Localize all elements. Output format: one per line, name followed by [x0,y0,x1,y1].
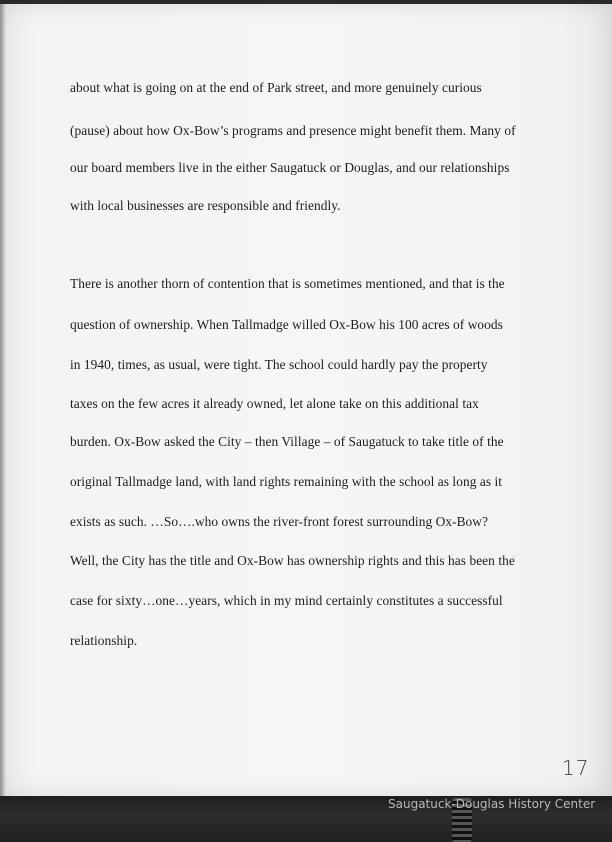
text-line: There is another thorn of contention that is sometimes mentioned, and that is the [70,276,505,291]
document-page [0,4,612,796]
text-line: exists as such. …So….who owns the river-front forest surrounding Ox-Bow? [70,514,489,529]
text-line: Well, the City has the title and Ox-Bow has ownership rights and this has been the [70,553,515,568]
text-line: about what is going on at the end of Park street, and more genuinely curious [70,80,482,95]
page-edge-shadow [0,4,6,796]
text-line: in 1940, times, as usual, were tight. The school could hardly pay the property [70,357,488,372]
text-line: relationship. [70,633,138,648]
text-line: burden. Ox-Bow asked the City – then Village – of Saugatuck to take title of the [70,434,504,449]
text-line: case for sixty…one…years, which in my mind certainly constitutes a successful [70,593,503,608]
page-number: 17 [562,756,590,780]
text-line: question of ownership. When Tallmadge willed Ox-Bow his 100 acres of woods [70,317,503,332]
text-line: with local businesses are responsible and friendly. [70,198,341,213]
text-line: our board members live in the either Saugatuck or Douglas, and our relationships [70,160,510,175]
watermark-text: Saugatuck-Douglas History Center [388,797,596,811]
text-line: (pause) about how Ox-Bow’s programs and presence might benefit them. Many of [70,123,516,138]
text-line: original Tallmadge land, with land rights remaining with the school as long as it [70,474,503,489]
text-line: taxes on the few acres it already owned, let alone take on this additional tax [70,396,479,411]
